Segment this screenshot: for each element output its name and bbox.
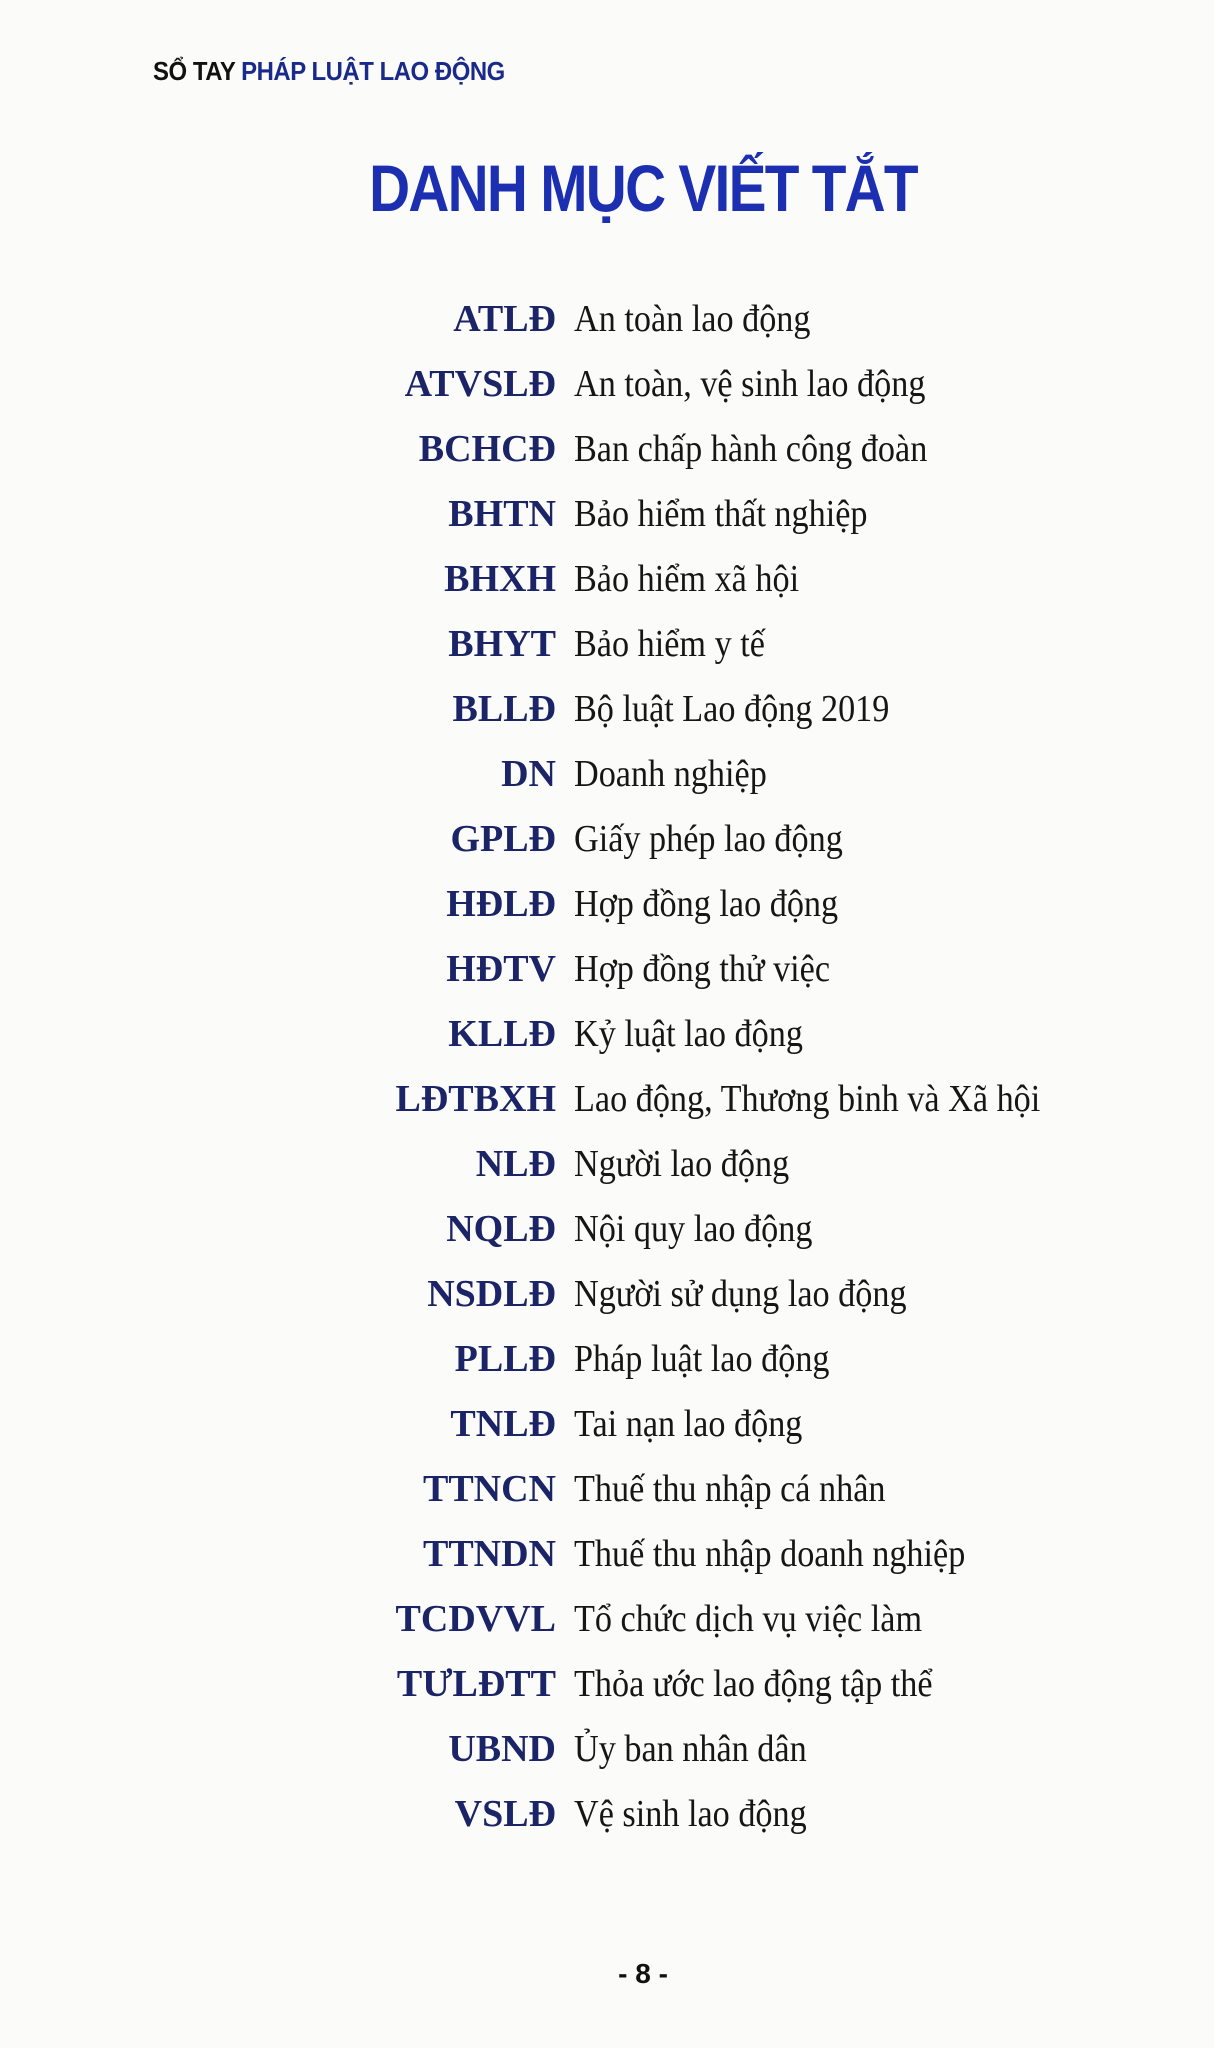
abbreviation-meaning: Ban chấp hành công đoàn (574, 427, 928, 470)
abbreviation: BHTN (448, 492, 556, 535)
abbreviation: BHYT (448, 622, 556, 665)
abbreviation-row (0, 286, 1214, 351)
abbreviation-row (0, 676, 1214, 741)
abbreviation-row (0, 1196, 1214, 1261)
header-book-title: PHÁP LUẬT LAO ĐỘNG (241, 56, 505, 86)
abbreviation-row (0, 1001, 1214, 1066)
abbreviation-row (0, 1261, 1214, 1326)
abbreviation: ATLĐ (453, 297, 556, 340)
abbreviation: HĐLĐ (446, 882, 556, 925)
abbreviation-row (0, 741, 1214, 806)
abbreviation: UBND (448, 1727, 556, 1770)
abbreviation-row (0, 1391, 1214, 1456)
abbreviation-meaning: Thuế thu nhập cá nhân (574, 1467, 886, 1510)
abbreviation: NLĐ (475, 1142, 556, 1185)
abbreviation-meaning: Tai nạn lao động (574, 1402, 803, 1445)
abbreviation-row (0, 936, 1214, 1001)
page-title: DANH MỤC VIẾT TẮT (369, 151, 917, 225)
abbreviation-row (0, 1651, 1214, 1716)
abbreviation-meaning: Người lao động (574, 1142, 790, 1185)
abbreviation-row (0, 546, 1214, 611)
abbreviation-row (0, 1066, 1214, 1131)
abbreviation-meaning: Ủy ban nhân dân (574, 1727, 807, 1770)
abbreviation: BHXH (444, 557, 556, 600)
abbreviation-meaning: Người sử dụng lao động (574, 1272, 907, 1315)
abbreviation-meaning: Kỷ luật lao động (574, 1012, 803, 1055)
abbreviation-row (0, 1521, 1214, 1586)
abbreviation: NSDLĐ (427, 1272, 556, 1315)
abbreviation: KLLĐ (448, 1012, 556, 1055)
abbreviation: TCDVVL (395, 1597, 556, 1640)
abbreviation: GPLĐ (450, 817, 556, 860)
abbreviation-meaning: Bảo hiểm xã hội (574, 557, 800, 600)
abbreviation-meaning: Thuế thu nhập doanh nghiệp (574, 1532, 966, 1575)
header-book-label: SỔ TAY (153, 56, 235, 86)
abbreviation-meaning: Tổ chức dịch vụ việc làm (574, 1597, 923, 1640)
abbreviation: NQLĐ (446, 1207, 556, 1250)
abbreviation-row (0, 611, 1214, 676)
abbreviation-meaning: Hợp đồng lao động (574, 882, 839, 925)
abbreviation-meaning: Bảo hiểm y tế (574, 622, 765, 665)
abbreviation-meaning: Giấy phép lao động (574, 817, 843, 860)
abbreviation-meaning: An toàn, vệ sinh lao động (574, 362, 926, 405)
abbreviation: BLLĐ (452, 687, 556, 730)
abbreviation-row (0, 1456, 1214, 1521)
abbreviation-meaning: Pháp luật lao động (574, 1337, 830, 1380)
running-header (153, 56, 505, 87)
abbreviation-row (0, 1716, 1214, 1781)
abbreviation-list (0, 286, 1214, 1846)
abbreviation: VSLĐ (454, 1792, 556, 1835)
abbreviation-meaning: Hợp đồng thử việc (574, 947, 831, 990)
abbreviation: BCHCĐ (418, 427, 556, 470)
abbreviation-row (0, 481, 1214, 546)
abbreviation-row (0, 351, 1214, 416)
abbreviation-row (0, 1131, 1214, 1196)
abbreviation: TƯLĐTT (396, 1662, 556, 1705)
abbreviation-meaning: An toàn lao động (574, 297, 811, 340)
abbreviation: TNLĐ (450, 1402, 556, 1445)
abbreviation-meaning: Vệ sinh lao động (574, 1792, 807, 1835)
abbreviation-meaning: Thỏa ước lao động tập thể (574, 1662, 933, 1705)
abbreviation-meaning: Bảo hiểm thất nghiệp (574, 492, 868, 535)
abbreviation-meaning: Lao động, Thương binh và Xã hội (574, 1077, 1041, 1120)
abbreviation-row (0, 416, 1214, 481)
abbreviation: TTNCN (422, 1467, 556, 1510)
abbreviation-row (0, 1586, 1214, 1651)
abbreviation: LĐTBXH (395, 1077, 556, 1120)
abbreviation: PLLĐ (454, 1337, 556, 1380)
abbreviation-row (0, 871, 1214, 936)
abbreviation: ATVSLĐ (404, 362, 556, 405)
page-number: - 8 - (618, 1958, 668, 1989)
abbreviation-row (0, 1781, 1214, 1846)
abbreviation-row (0, 1326, 1214, 1391)
abbreviation: DN (501, 752, 556, 795)
abbreviation: HĐTV (446, 947, 556, 990)
abbreviation-meaning: Doanh nghiệp (574, 752, 767, 795)
abbreviation-meaning: Bộ luật Lao động 2019 (574, 687, 890, 730)
abbreviation-row (0, 806, 1214, 871)
abbreviation-meaning: Nội quy lao động (574, 1207, 813, 1250)
abbreviation: TTNDN (422, 1532, 556, 1575)
